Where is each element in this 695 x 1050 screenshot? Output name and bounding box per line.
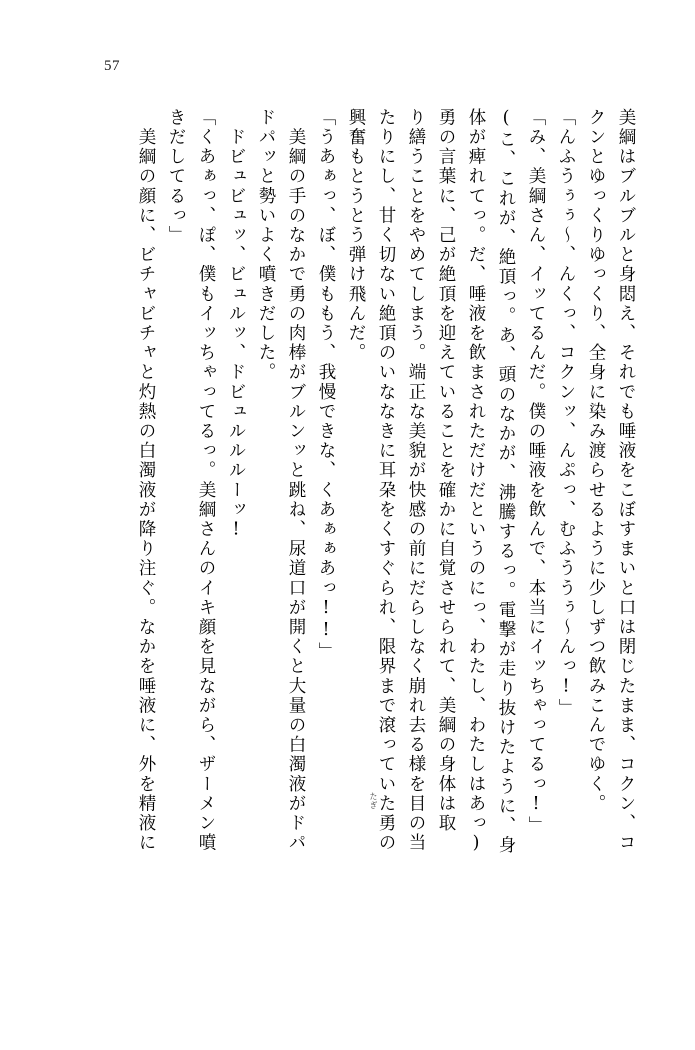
text-line: きだしてるっ」 (166, 108, 186, 246)
text-line: り繕うことをやめてしまう。端正な美貌が快感の前にだらしなく崩れ去る様を目の当 (406, 108, 426, 853)
text-line: 美綱はブルブルと身悶え、それでも唾液をこぼすまいと口は閉じたまま、コクン、コ (616, 108, 636, 853)
text-line: たりにし、甘く切ない絶頂のいななきに耳朶をくすぐられ、限界まで滾っていた勇の (376, 108, 396, 853)
text-line: 「くあぁっ、ぽ、僕もイッちゃってるっ。美綱さんのイキ顔を見ながら、ザーメン噴 (196, 108, 216, 853)
text-line: 「み、美綱さん、イッてるんだ。僕の唾液を飲んで、本当にイッちゃってるっ!」 (526, 108, 546, 836)
text-line: 勇の言葉に、己が絶頂を迎えていることを確かに自覚させられて、美綱の身体は取 (436, 108, 456, 834)
text-line: ドパッと勢いよく噴きだした。 (256, 108, 276, 383)
text-line: 体が痺れてっ。だ、唾液を飲まされただけだというのにっ、わたし、わたしはあっ) (466, 108, 486, 856)
text-line: 「んふうぅぅ～、んくっ、コクンッ、んぷっ、むふううぅ～んっ!」 (556, 108, 576, 719)
text-line: 美綱の顔に、ビチャビチャと灼熱の白濁液が降り注ぐ。なかを唾液に、外を精液に (136, 108, 156, 853)
page-number: 57 (104, 58, 120, 74)
text-line: クンとゆっくりゆっくり、全身に染み渡らせるように少しずつ飲みこんでゆく。 (586, 108, 606, 814)
text-line: 「うあぁっ、ぼ、僕ももう、我慢できな、くあぁぁあっ!!」 (316, 108, 336, 662)
text-line: ドビュビュッ、ビュルッ、ドビュルルルーッ! (226, 108, 246, 542)
body-text-block (64, 108, 634, 988)
text-line: (こ、これが、絶頂っ。あ、頭のなかが、沸騰するっ。電撃が走り抜けたように、身 (496, 108, 516, 856)
text-line: 美綱の手のなかで勇の肉棒がブルンッと跳ね、尿道口が開くと大量の白濁液がドパ (286, 108, 306, 853)
text-line: 興奮もとうとう弾け飛んだ。 (346, 108, 366, 363)
ruby-annotation: たぎ (369, 792, 378, 810)
